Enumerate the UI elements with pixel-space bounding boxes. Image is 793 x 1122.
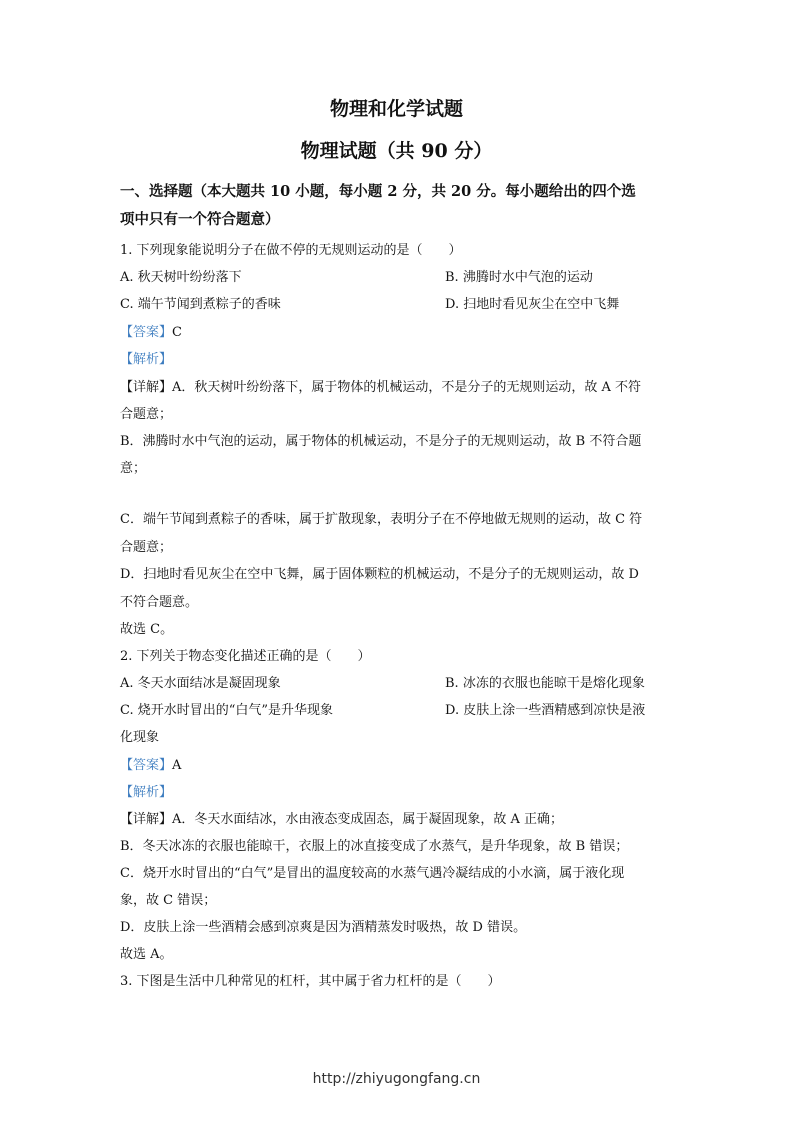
q1-conclusion: 故选 C。	[120, 622, 174, 637]
q1-detail-a-2: 合题意；	[120, 407, 173, 422]
q1-answer	[120, 324, 182, 342]
q2-detail-b: B．冬天冰冻的衣服也能晾干，衣服上的冰直接变成了水蒸气，是升华现象，故 B 错误；	[120, 839, 629, 854]
q1-option-d: D. 扫地时看见灰尘在空中飞舞	[445, 297, 620, 312]
q1-option-b: B. 沸腾时水中气泡的运动	[445, 270, 593, 285]
q2-option-b: B. 冰冻的衣服也能晾干是熔化现象	[445, 676, 645, 691]
q1-detail-b-2: 意；	[120, 461, 147, 476]
q1-detail-a-1: A．秋天树叶纷纷落下，属于物体的机械运动，不是分子的无规则运动，故 A 不符	[172, 380, 642, 395]
q2-option-d-cont: 化现象	[120, 730, 160, 745]
q1-answer-tag: 【答案】	[120, 325, 173, 340]
q2-detail-d: D．皮肤上涂一些酒精会感到凉爽是因为酒精蒸发时吸热，故 D 错误。	[120, 920, 527, 935]
section-heading-line-2: 项中只有一个符合题意）	[120, 211, 280, 228]
q1-detail-tag: 【详解】	[120, 380, 173, 395]
q1-stem: 1. 下列现象能说明分子在做不停的无规则运动的是（ ）	[120, 243, 462, 258]
q2-detail-a: A．冬天水面结冰，水由液态变成固态，属于凝固现象，故 A 正确；	[172, 812, 564, 827]
page-title: 物理和化学试题	[329, 98, 463, 120]
q2-answer-value: A	[172, 758, 182, 773]
q2-detail-tag: 【详解】	[120, 812, 173, 827]
footer-url: http://zhiyugongfang.cn	[312, 1071, 481, 1087]
q1-detail-c-2: 合题意；	[120, 540, 173, 555]
section-heading-line-1: 一、选择题（本大题共 10 小题，每小题 2 分，共 20 分。每小题给出的四个选	[120, 183, 636, 200]
q2-stem: 2. 下列关于物态变化描述正确的是（ ）	[120, 649, 371, 664]
q1-detail-d-1: D．扫地时看见灰尘在空中飞舞，属于固体颗粒的机械运动，不是分子的无规则运动，故 D	[120, 567, 639, 582]
q1-detail-line-1	[120, 379, 641, 397]
q2-answer-tag: 【答案】	[120, 758, 173, 773]
q1-option-a: A. 秋天树叶纷纷落下	[120, 270, 242, 285]
q1-detail-b-1: B．沸腾时水中气泡的运动，属于物体的机械运动，不是分子的无规则运动，故 B 不符合题	[120, 434, 642, 449]
q2-option-c: C. 烧开水时冒出的“白气”是升华现象	[120, 703, 334, 718]
q1-detail-c-1: C．端午节闻到煮粽子的香味，属于扩散现象，表明分子在不停地做无规则的运动，故 C 符	[120, 512, 643, 527]
q2-detail-c-1: C．烧开水时冒出的“白气”是冒出的温度较高的水蒸气遇冷凝结成的小水滴，属于液化现	[120, 866, 625, 881]
q2-detail-line-1	[120, 811, 563, 829]
q1-option-c: C. 端午节闻到煮粽子的香味	[120, 297, 281, 312]
q2-analysis-tag: 【解析】	[120, 785, 173, 800]
q1-detail-d-2: 不符合题意。	[120, 595, 199, 610]
q2-detail-c-2: 象，故 C 错误；	[120, 893, 217, 908]
q2-option-d: D. 皮肤上涂一些酒精感到凉快是液	[445, 703, 646, 718]
q2-answer	[120, 757, 181, 775]
q1-analysis-tag: 【解析】	[120, 352, 173, 367]
q2-conclusion: 故选 A。	[120, 947, 173, 962]
q1-answer-value: C	[172, 325, 182, 340]
page-subtitle: 物理试题（共 90 分）	[300, 140, 493, 162]
q2-option-a: A. 冬天水面结冰是凝固现象	[120, 676, 281, 691]
q3-stem: 3. 下图是生活中几种常见的杠杆，其中属于省力杠杆的是（ ）	[120, 974, 501, 989]
